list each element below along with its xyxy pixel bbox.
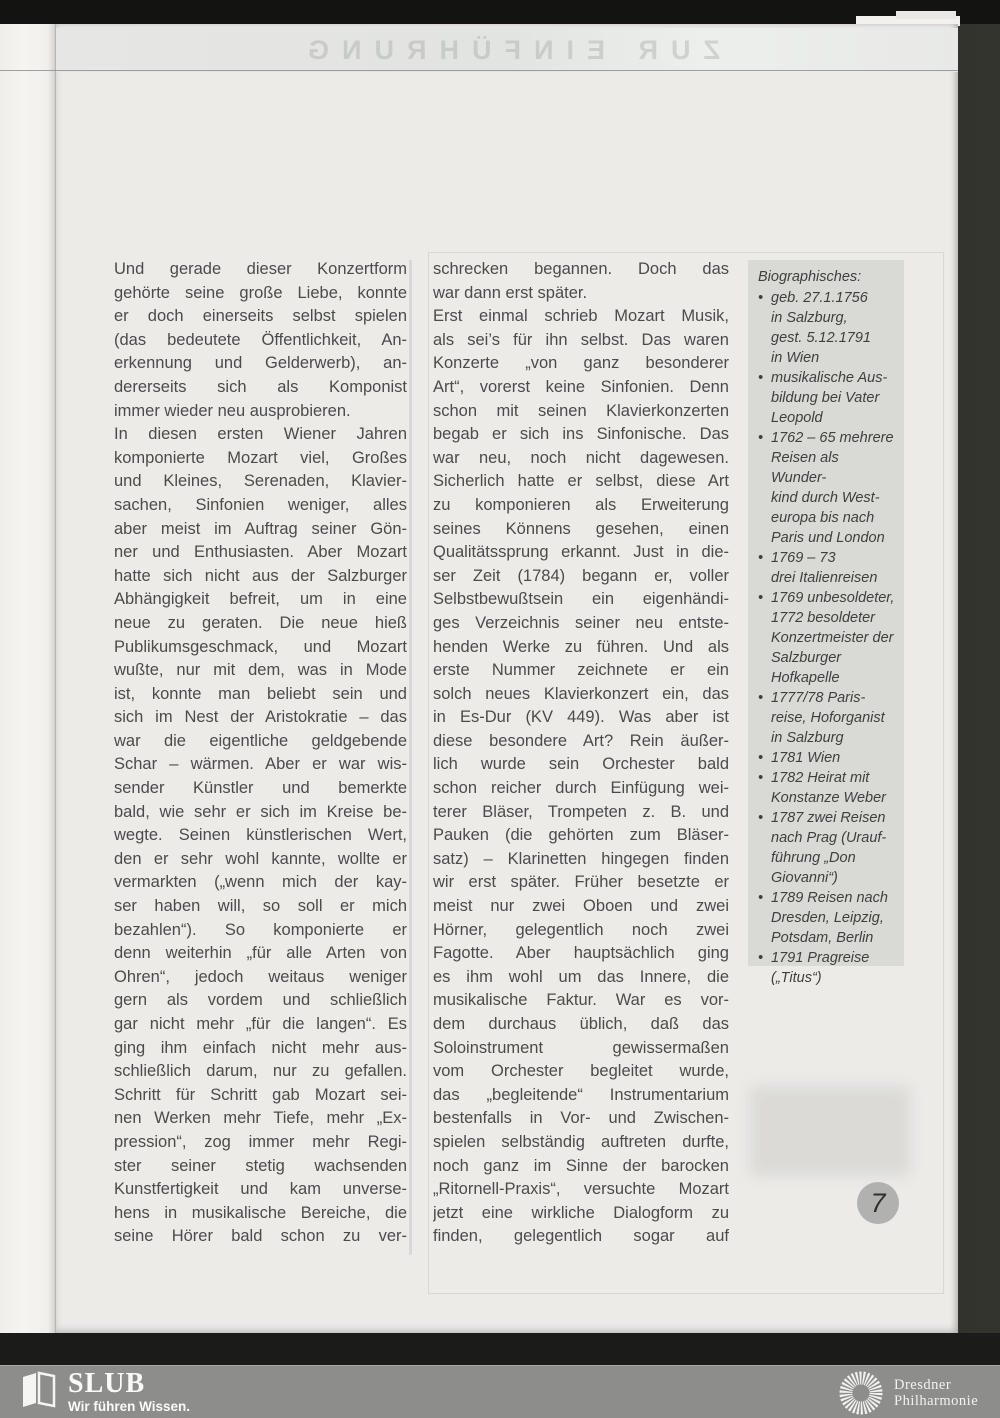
- article-text-line: Und gerade dieser Konzertform: [114, 260, 407, 278]
- article-text-line: ges Verzeichnis seiner neu entste-: [433, 613, 729, 632]
- starburst-icon: [836, 1368, 886, 1418]
- biography-item-text: 1777/78 Paris- reise, Hoforganist in Salzburg: [771, 690, 885, 746]
- page-corner-edge: [896, 11, 956, 19]
- article-text-line: aber meist im Auftrag seiner Gön-: [114, 519, 407, 538]
- article-text-line: komponierte Mozart viel, Großes: [114, 448, 407, 467]
- article-text-line: hens in musikalische Bereiche, die: [114, 1203, 407, 1222]
- biography-list: [758, 288, 898, 988]
- article-text-line: vom Orchester begleitet wurde,: [433, 1062, 729, 1081]
- article-text-line: den er sehr wohl kannte, wollte er: [114, 849, 407, 868]
- biography-item: [758, 888, 898, 948]
- article-text-line: jetzt eine wirkliche Dialogform zu: [433, 1203, 729, 1222]
- biography-item-text: musikalische Aus- bildung bei Vater Leopold: [771, 370, 888, 426]
- article-text-line: „Ritornell-Praxis“, versuchte Mozart: [433, 1180, 729, 1199]
- article-text-line: satz) – Klarinetten hingegen finden: [433, 849, 729, 868]
- biography-item: [758, 768, 898, 808]
- article-text-line: schrecken begannen. Doch das: [433, 260, 729, 278]
- scanner-background-top: [0, 0, 1000, 24]
- article-column-right: [433, 258, 729, 1249]
- article-text-line: sich im Nest der Aristokratie – das: [114, 708, 407, 727]
- article-text-line: Selbstbewußtsein ein eigenhändi-: [433, 590, 729, 609]
- biography-item-text: 1789 Reisen nach Dresden, Leipzig, Potsdam, Berlin: [771, 890, 888, 946]
- article-text-line: ist, konnte man beliebt sein und: [114, 684, 407, 703]
- philharmonie-name: [894, 1377, 978, 1409]
- article-text-line: ster seiner stetig wachsenden: [114, 1156, 407, 1175]
- article-text-line: bestenfalls in Vor- und Zwischen-: [433, 1109, 729, 1128]
- article-text-line: diese besondere Art? Rein äußer-: [433, 731, 729, 750]
- article-text-line: neue zu geraten. Die neue hieß: [114, 613, 407, 632]
- article-text-line: sachen, Sinfonien weniger, alles: [114, 495, 407, 514]
- bullet-icon: •: [758, 950, 764, 966]
- article-text-line: bezahlen“). So komponierte er: [114, 920, 407, 939]
- article-text-line: hatte sich nicht aus der Salzburger: [114, 566, 407, 585]
- article-text-line: meist nur zwei Oboen und zwei: [433, 897, 729, 916]
- page-number-badge: [857, 1182, 899, 1224]
- biography-item-text: 1782 Heirat mit Konstanze Weber: [771, 770, 886, 806]
- philharmonie-line1: Dresdner: [894, 1377, 952, 1393]
- bullet-icon: •: [758, 590, 764, 606]
- article-text-line: musikalische Faktur. War es vor-: [433, 991, 729, 1010]
- column-gutter-shadow: [409, 260, 412, 1255]
- article-text-line: in Es-Dur (KV 449). Was aber ist: [433, 708, 729, 727]
- bullet-icon: •: [758, 690, 764, 706]
- article-text-line: er doch einerseits selbst spielen: [114, 307, 407, 326]
- article-text-line: gar nicht mehr „für die langen“. Es: [114, 1015, 407, 1033]
- article-text-line: seine Hörer bald schon zu ver-: [114, 1227, 407, 1246]
- article-text-line: schon mit seinen Klavierkonzerten: [433, 401, 729, 420]
- open-book-icon: [22, 1371, 56, 1409]
- article-text-line: terer Bläser, Trompeten z. B. und: [433, 802, 729, 821]
- bullet-icon: •: [758, 290, 764, 306]
- slub-tagline: Wir führen Wissen.: [68, 1399, 191, 1414]
- article-text-line: Hörner, gelegentlich noch zwei: [433, 920, 729, 939]
- article-text-line: begab er sich ins Sinfonische. Das: [433, 425, 729, 444]
- biography-item-text: 1762 – 65 mehrere Reisen als Wunder- kind durch West- europa bis nach Paris und London: [771, 430, 894, 546]
- biography-item: [758, 688, 898, 748]
- bullet-icon: •: [758, 430, 764, 446]
- article-text-line: ser Zeit (1784) begann er, voller: [433, 566, 729, 585]
- biography-item-text: 1769 unbesoldeter, 1772 besoldeter Konzertmeister der Salzburger Hofkapelle: [771, 590, 895, 686]
- biography-item-text: 1769 – 73 drei Italienreisen: [771, 550, 878, 586]
- bullet-icon: •: [758, 370, 764, 386]
- bullet-icon: •: [758, 810, 764, 826]
- article-text-line: pression“, zog immer mehr Regi-: [114, 1132, 407, 1151]
- article-text-line: sender Künstler und bemerkte: [114, 779, 407, 798]
- article-text-line: vermarkten („wenn mich der kay-: [114, 873, 407, 892]
- article-text-line: ner und Enthusiasten. Aber Mozart: [114, 543, 407, 562]
- bullet-icon: •: [758, 890, 764, 906]
- article-text-line: Schar – wärmen. Aber er war wis-: [114, 755, 407, 774]
- article-text-line: ser haben will, so soll er mich: [114, 897, 407, 916]
- biography-item-text: geb. 27.1.1756 in Salzburg, gest. 5.12.1791 in Wien: [771, 290, 871, 366]
- article-text-line: (das bedeutete Öffentlichkeit, An-: [114, 330, 407, 349]
- bleed-through-smudge: [750, 1086, 910, 1176]
- article-text-line: solch neues Klavierkonzert ein, das: [433, 684, 729, 703]
- article-text-line: Publikumsgeschmack, und Mozart: [114, 637, 407, 656]
- biography-item: [758, 588, 898, 688]
- article-text-line: noch ganz im Sinne der barocken: [433, 1156, 729, 1175]
- article-text-line: Erst einmal schrieb Mozart Musik,: [433, 307, 729, 326]
- article-text-line: gehörte seine große Liebe, konnte: [114, 283, 407, 302]
- article-text-line: schon reicher durch Einfügung wei-: [433, 779, 729, 798]
- biography-item-text: 1791 Pragreise („Titus“): [771, 950, 870, 986]
- article-text-line: wußte, nur mit dem, was in Mode: [114, 661, 407, 680]
- article-text-line: In diesen ersten Wiener Jahren: [114, 425, 407, 444]
- article-text-line: lich wurde sein Orchester bald: [433, 755, 729, 774]
- book-page-edges: [0, 24, 56, 1333]
- article-text-line: Abhängigkeit befreit, um in eine: [114, 590, 407, 609]
- bleed-through-header-band: [56, 28, 958, 72]
- article-text-line: seines Könnens gesehen, einen: [433, 519, 729, 538]
- article-text-line: spielen selbständig auftreten durfte,: [433, 1132, 729, 1151]
- article-text-line: Sicherlich hatte er selbst, diese Art: [433, 472, 729, 491]
- article-text-line: Qualitätssprung erkannt. Just in die-: [433, 543, 729, 562]
- article-text-line: erkennung und Gelderwerb), an-: [114, 354, 407, 373]
- article-text-line: immer wieder neu ausprobieren.: [114, 401, 351, 420]
- philharmonie-line2: Philharmonie: [894, 1393, 979, 1409]
- article-text-line: Fagotte. Aber hauptsächlich ging: [433, 944, 729, 963]
- bullet-icon: •: [758, 550, 764, 566]
- biography-item: [758, 428, 898, 548]
- biography-title: Biographisches:: [758, 269, 862, 285]
- article-text-line: ging ihm einfach nicht mehr aus-: [114, 1038, 407, 1057]
- article-text-line: dem durchaus üblich, daß das: [433, 1015, 729, 1033]
- biography-panel: [748, 260, 904, 986]
- article-text-line: erste Nummer zeichnete er ein: [433, 661, 729, 680]
- page-number: 7: [870, 1187, 886, 1218]
- article-text-line: war dann erst später.: [433, 283, 588, 302]
- biography-item: [758, 548, 898, 588]
- article-text-line: denn weiterhin „für alle Arten von: [114, 944, 407, 963]
- article-text-line: finden, gelegentlich sogar auf: [433, 1227, 729, 1246]
- slub-logo: [22, 1369, 190, 1414]
- article-text-line: Kunstfertigkeit und kam unverse-: [114, 1180, 407, 1199]
- article-text-line: war die eigentliche geldgebende: [114, 731, 407, 750]
- biography-item: [758, 368, 898, 428]
- article-text-line: wegte. Seinen künstlerischen Wert,: [114, 826, 407, 845]
- article-column-left: [114, 258, 407, 1249]
- article-text-line: es ihm wohl um das Innere, die: [433, 967, 729, 986]
- article-text-line: Art“, vorerst keine Sinfonien. Denn: [433, 377, 729, 396]
- article-text-line: dererseits sich als Komponist: [114, 377, 407, 396]
- article-text-line: schließlich darum, nur zu gefallen.: [114, 1062, 407, 1081]
- article-text-line: Ohren“, jedoch weitaus weniger: [114, 967, 407, 986]
- article-text-line: und Kleines, Serenaden, Klavier-: [114, 472, 407, 491]
- article-text-line: Pauken (die gehörten zum Bläser-: [433, 826, 729, 845]
- header-rule-line: [0, 70, 958, 71]
- article-text-line: wir erst später. Früher besetzte er: [433, 873, 729, 892]
- footer-bar: [0, 1365, 1000, 1418]
- biography-item: [758, 948, 898, 988]
- scan-page: [56, 24, 958, 1333]
- article-text-line: das „begleitende“ Instrumentarium: [433, 1085, 729, 1104]
- article-text-line: Schritt für Schritt gab Mozart sei-: [114, 1085, 407, 1104]
- philharmonie-logo: [836, 1368, 978, 1418]
- slub-name: SLUB: [68, 1368, 146, 1399]
- biography-item: [758, 288, 898, 368]
- bleed-through-header-text: ZUR EINFÜHRUNG: [294, 34, 720, 65]
- article-text-line: Soloinstrument gewissermaßen: [433, 1038, 729, 1057]
- biography-item: [758, 748, 898, 768]
- biography-item-text: 1781 Wien: [771, 750, 841, 766]
- article-text-line: bald, wie sehr er sich im Kreise be-: [114, 802, 407, 821]
- article-text-line: als sei’s für ihn selbst. Das waren: [433, 330, 729, 349]
- article-text-line: gern als vordem und schließlich: [114, 991, 407, 1010]
- article-text-line: henden Werke zu führen. Und als: [433, 637, 729, 656]
- bullet-icon: •: [758, 750, 764, 766]
- biography-item: [758, 808, 898, 888]
- article-text-line: Konzerte „von ganz besonderer: [433, 354, 729, 373]
- article-text-line: war neu, noch nicht dagewesen.: [433, 448, 729, 467]
- article-text-line: nen Werken mehr Tiefe, mehr „Ex-: [114, 1109, 407, 1128]
- article-text-line: zu komponieren als Erweiterung: [433, 495, 729, 514]
- bullet-icon: •: [758, 770, 764, 786]
- biography-item-text: 1787 zwei Reisen nach Prag (Urauf- führung „Don Giovanni“): [771, 810, 887, 886]
- scanner-background-bottom: [0, 1333, 1000, 1365]
